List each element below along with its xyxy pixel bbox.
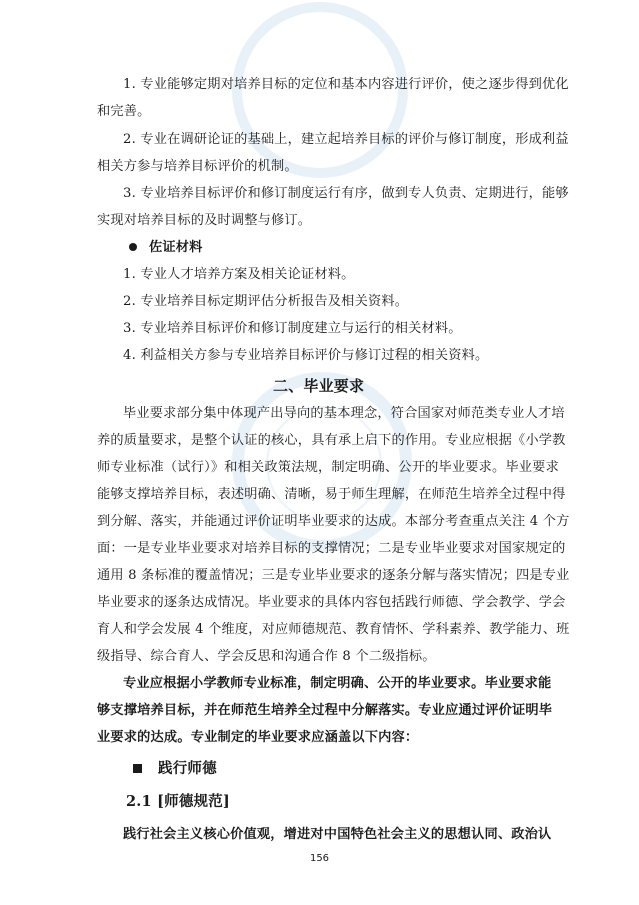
intro-item-1-line-2: 和完善。 xyxy=(97,104,151,119)
bold-paragraph-line: 业要求的达成。专业制定的毕业要求应涵盖以下内容： xyxy=(97,730,419,745)
intro-item-3-line-2: 实现对培养目标的及时调整与修订。 xyxy=(97,213,312,228)
page-number: 156 xyxy=(309,853,330,864)
dimension-title: 践行师德 xyxy=(158,760,217,777)
paragraph-line: 级指导、综合育人、学会反思和沟通合作 8 个二级指标。 xyxy=(97,649,436,664)
paragraph-line: 毕业要求部分集中体现产出导向的基本理念，符合国家对师范类专业人才培 xyxy=(123,406,565,421)
paragraph-line: 通用 8 条标准的覆盖情况；三是专业毕业要求的逐条分解与落实情况；四是专业 xyxy=(97,568,570,583)
section-title: 二、毕业要求 xyxy=(273,377,365,395)
index-title: 2.1 [师德规范] xyxy=(126,793,230,810)
paragraph-line: 师专业标准（试行）》和相关政策法规，制定明确、公开的毕业要求。毕业要求 xyxy=(97,460,559,475)
paragraph-line: 到分解、落实，并能通过评价证明毕业要求的达成。本部分考查重点关注 4 个方 xyxy=(97,514,570,529)
evidence-item: 2. 专业培养目标定期评估分析报告及相关资料。 xyxy=(123,294,409,309)
paragraph-line: 面：一是专业毕业要求对培养目标的支撑情况；二是专业毕业要求对国家规定的 xyxy=(97,541,566,556)
bullet-square-icon xyxy=(133,764,142,773)
intro-item-2-line-1: 2. 专业在调研论证的基础上，建立起培养目标的评价与修订制度，形成利益 xyxy=(123,132,569,147)
paragraph-line: 育人和学会发展 4 个维度，对应师德规范、教育情怀、学科素养、教学能力、班 xyxy=(97,622,570,637)
evidence-heading xyxy=(129,240,203,256)
bold-paragraph-line: 够支撑培养目标，并在师范生培养全过程中分解落实。专业应通过评价证明毕 xyxy=(97,703,553,718)
paragraph-line: 毕业要求的逐条达成情况。毕业要求的具体内容包括践行师德、学会教学、学会 xyxy=(97,595,566,610)
bold-paragraph-line: 专业应根据小学教师专业标准，制定明确、公开的毕业要求。毕业要求能 xyxy=(123,676,552,691)
evidence-item: 4. 利益相关方参与专业培养目标评价与修订过程的相关资料。 xyxy=(123,348,489,363)
evidence-title: 佐证材料 xyxy=(149,240,203,255)
last-line: 践行社会主义核心价值观，增进对中国特色社会主义的思想认同、政治认 xyxy=(123,827,552,842)
bullet-dot-icon xyxy=(129,243,137,251)
intro-item-2-line-2: 相关方参与培养目标评价的机制。 xyxy=(97,159,298,174)
paragraph-line: 能够支撑培养目标，表述明确、清晰，易于师生理解，在师范生培养全过程中得 xyxy=(97,487,566,502)
intro-item-1-line-1: 1. 专业能够定期对培养目标的定位和基本内容进行评价，使之逐步得到优化 xyxy=(123,77,569,92)
paragraph-line: 养的质量要求，是整个认证的核心，具有承上启下的作用。专业应根据《小学教 xyxy=(97,433,566,448)
dimension-heading xyxy=(133,761,217,777)
intro-item-3-line-1: 3. 专业培养目标评价和修订制度运行有序，做到专人负责、定期进行，能够 xyxy=(123,186,569,201)
evidence-item: 3. 专业培养目标评价和修订制度建立与运行的相关材料。 xyxy=(123,321,462,336)
evidence-item: 1. 专业人才培养方案及相关论证材料。 xyxy=(123,267,355,282)
